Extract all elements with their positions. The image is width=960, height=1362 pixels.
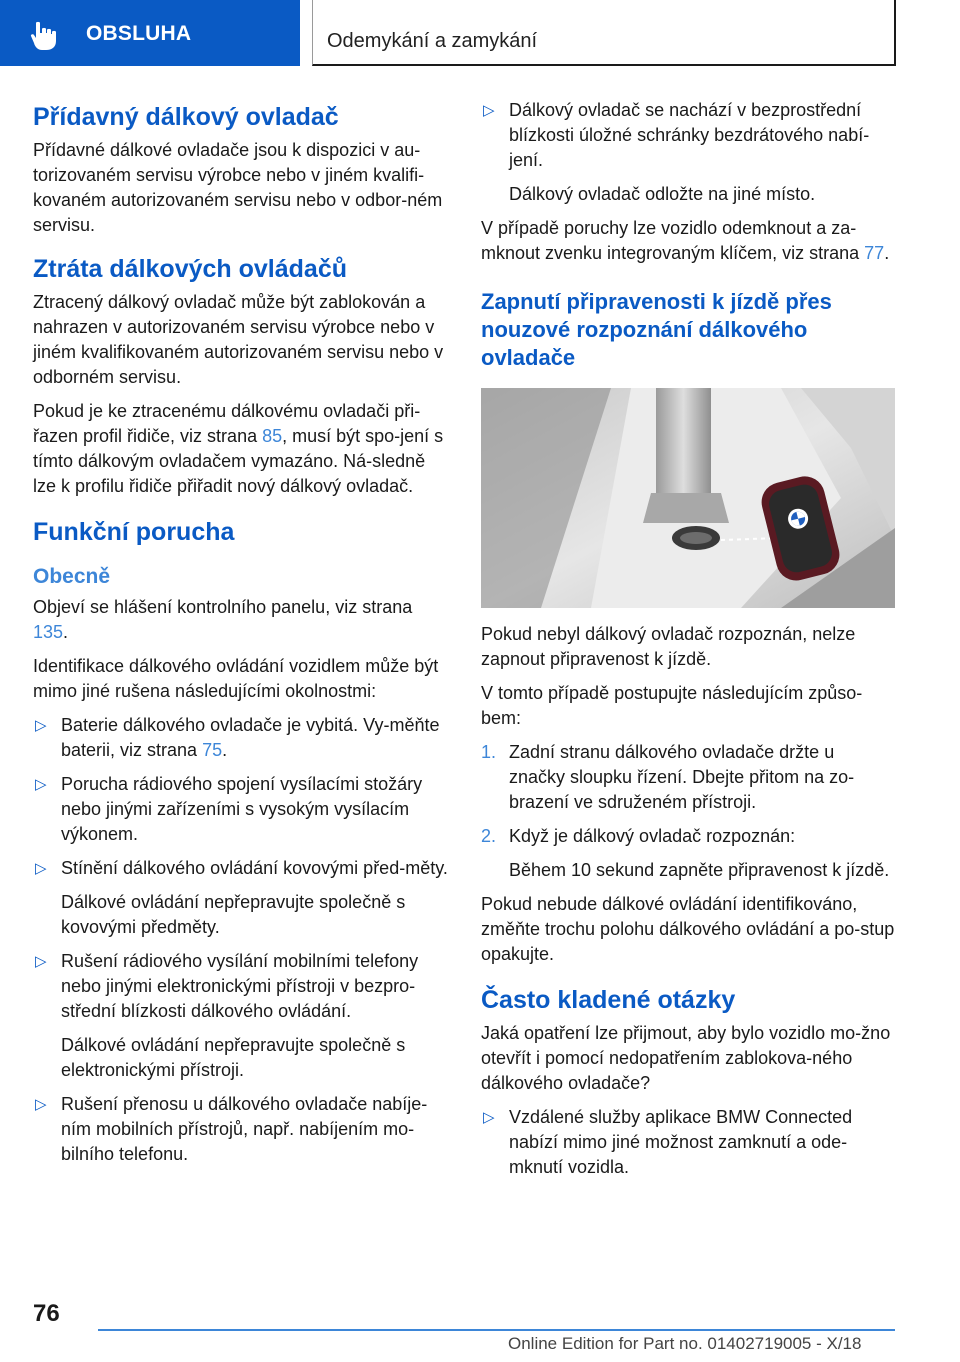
heading-extra-remote: Přídavný dálkový ovladač [33, 103, 339, 131]
bullet-triangle-icon: ▷ [35, 776, 47, 793]
paragraph-integrated-key: V případě poruchy lze vozidlo odemknout a za-mknout zvenku integrovaným klíčem, viz strana 77. [481, 218, 890, 263]
footer-divider [98, 1329, 895, 1331]
step-number: 1. [481, 742, 497, 762]
paragraph-loss-2: Pokud je ke ztracenému dálkovému ovladači při-řazen profil řidiče, viz strana 85, musí být spo-jení s tímto dálkovým ovladačem vymazáno. Ná-sledně lze k profilu řidiče přiřadit nový dálkový ovladač. [33, 401, 444, 496]
list-item: ▷ Stínění dálkového ovládání kovovými před-měty. [33, 856, 451, 881]
chapter-label: OBSLUHA [86, 22, 192, 45]
left-column [33, 98, 451, 1176]
paragraph-repeat: Pokud nebude dálkové ovládání identifikováno, změňte trochu polohu dálkového ovládání a po-stup opakujte. [481, 894, 895, 964]
step-number: 2. [481, 826, 497, 846]
page-header [0, 0, 960, 66]
page-link-75[interactable]: 75 [202, 740, 223, 760]
list-item: ▷ Rušení rádiového vysílání mobilními telefony nebo jinými elektronickými přístroji v bezpro-střední blízkosti dálkového ovládání. [35, 951, 419, 1021]
heading-loss: Ztráta dálkových ovládačů [33, 255, 348, 283]
bullet-triangle-icon: ▷ [35, 953, 47, 970]
list-item: ▷ Rušení přenosu u dálkového ovladače nabíje-ním mobilních přístrojů, např. nabíjením mo-bilního telefonu. [35, 1094, 428, 1164]
chapter-tab [0, 0, 300, 66]
subheading-general: Obecně [33, 565, 111, 588]
paragraph-faq: Jaká opatření lze přijmout, aby bylo vozidlo mo-žno otevřít i pomocí nedopatřením zablokova-ného dálkového ovladače? [481, 1023, 891, 1093]
page-number: 76 [33, 1300, 60, 1327]
paragraph-general-2: Identifikace dálkového ovládání vozidlem může být mimo jiné rušena následujícími okolnostmi: [33, 656, 439, 701]
heading-fault: Funkční porucha [33, 518, 235, 546]
bullet-triangle-icon: ▷ [483, 1109, 495, 1126]
steering-column-key-photo [481, 388, 895, 608]
bullet-triangle-icon: ▷ [35, 717, 47, 734]
page-link-77[interactable]: 77 [864, 243, 885, 263]
list-item: ▷ Porucha rádiového spojení vysílacími stožáry nebo jinými zařízeními s vysokým vysílacím výkonem. [35, 774, 423, 844]
section-box [312, 0, 896, 66]
heading-faq: Často kladené otázky [481, 986, 736, 1014]
page-link-85[interactable]: 85 [262, 426, 283, 446]
bullet-triangle-icon: ▷ [483, 102, 495, 119]
key-fob-illustration [481, 388, 895, 608]
heading-emergency-detection: Zapnutí připravenosti k jízdě přes nouzové rozpoznání dálkového ovladače [481, 289, 832, 370]
paragraph-extra-remote: Přídavné dálkové ovladače jsou k dispozici v au-torizovaném servisu výrobce nebo v jiném kvalifi-kovaném autorizovaném servisu nebo v odbor-ném servisu. [33, 140, 443, 235]
section-title: Odemykání a zamykání [327, 30, 538, 52]
list-item-note: Dálkové ovládání nepřepravujte společně s kovovými předměty. [61, 892, 406, 937]
step-note: Během 10 sekund zapněte připravenost k jízdě. [509, 860, 890, 880]
paragraph-procedure: V tomto případě postupujte následujícím způso-bem: [481, 683, 863, 728]
edition-note: Online Edition for Part no. 01402719005 - X/18 [508, 1334, 862, 1353]
step-item: 1. Zadní stranu dálkového ovladače držte u značky sloupku řízení. Dbejte přitom na zo-brazení ve sdruženém přístroji. [481, 742, 855, 812]
step-item: 2. Když je dálkový ovladač rozpoznán: [481, 824, 895, 849]
paragraph-general-1: Objeví se hlášení kontrolního panelu, viz strana 135. [33, 597, 413, 642]
right-column [481, 98, 895, 1189]
paragraph-not-recognized: Pokud nebyl dálkový ovladač rozpoznán, nelze zapnout připravenost k jízdě. [481, 624, 856, 669]
paragraph-loss-1: Ztracený dálkový ovladač může být zablokován a nahrazen v autorizovaném servisu výrobce nebo v jiném kvalifikovaném autorizovaném servisu nebo v odborném servisu. [33, 292, 444, 387]
list-item: ▷ Baterie dálkového ovladače je vybitá. Vy-měňte baterii, viz strana 75. [35, 715, 440, 760]
list-item: ▷ Vzdálené služby aplikace BMW Connected nabízí mimo jiné možnost zamknutí a ode-mknutí vozidla. [483, 1107, 853, 1177]
list-item: ▷ Dálkový ovladač se nachází v bezprostřední blízkosti úložné schránky bezdrátového nabí-jení. [483, 100, 870, 170]
list-item-note: Dálkové ovládání nepřepravujte společně s elektronickými přístroji. [61, 1035, 406, 1080]
list-item-note: Dálkový ovladač odložte na jiné místo. [509, 184, 816, 204]
bullet-triangle-icon: ▷ [35, 1096, 47, 1113]
bullet-triangle-icon: ▷ [35, 860, 47, 877]
page-link-135[interactable]: 135 [33, 622, 64, 642]
hand-pointer-icon [30, 21, 64, 51]
